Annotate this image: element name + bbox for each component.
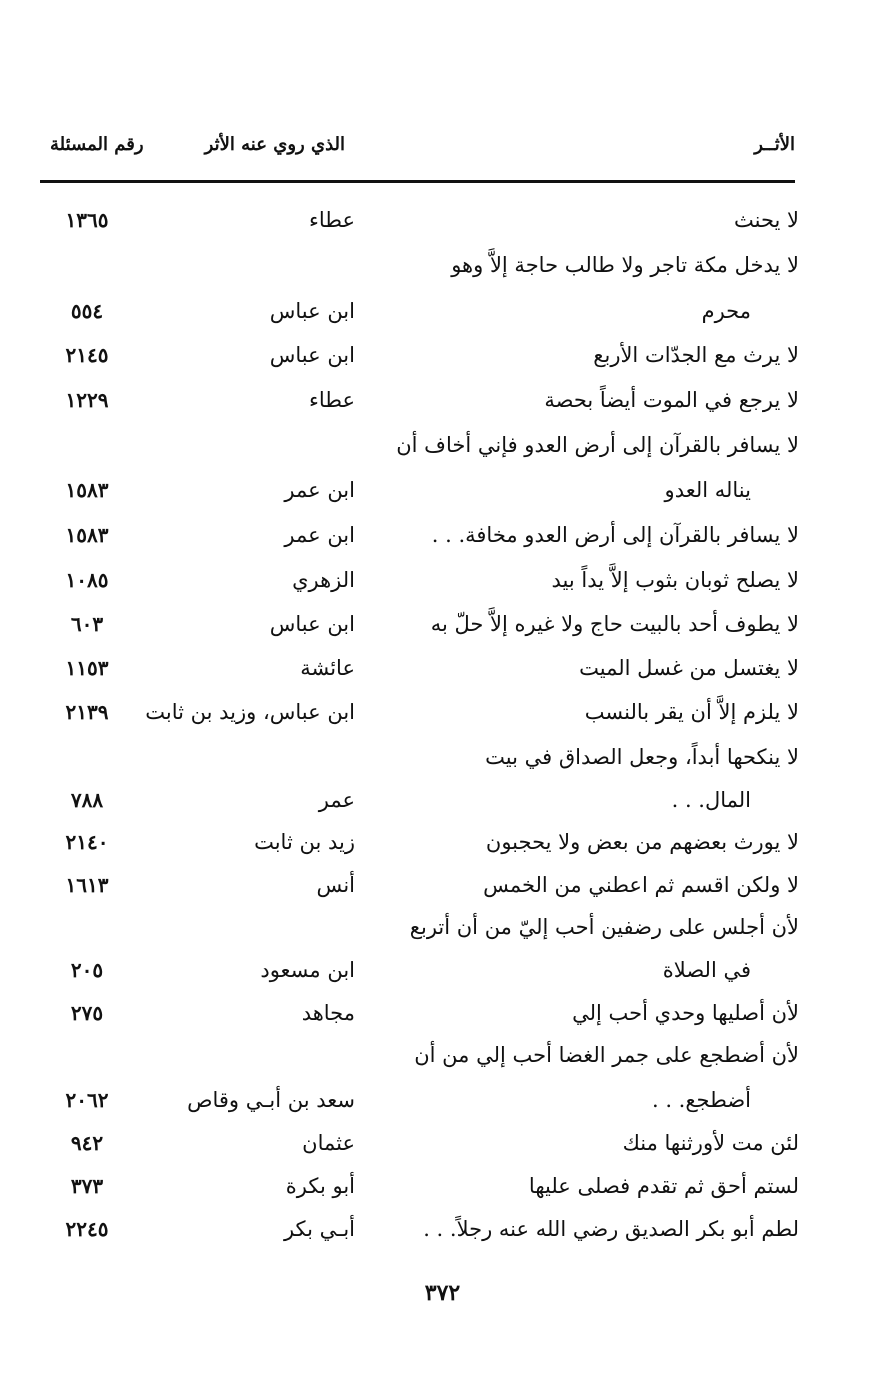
athar-text: لا يورث بعضهم من بعض ولا يحجبون: [485, 830, 799, 854]
issue-number: ٢١٤٥: [65, 343, 109, 367]
athar-text: لستم أحق ثم تقدم فصلى عليها: [528, 1174, 799, 1198]
athar-text: لا يرجع في الموت أيضاً بحصة: [544, 388, 799, 412]
table-row: [0, 656, 885, 696]
athar-text: لأن أجلس على رضفين أحب إليّ من أن أتربع: [409, 915, 799, 939]
table-row: [0, 745, 885, 785]
table-row: [0, 1174, 885, 1214]
table-row: [0, 208, 885, 248]
issue-number: ١٢٢٩: [65, 388, 109, 412]
athar-text: لا يصلح ثوبان بثوب إلاَّ يداً بيد: [551, 568, 799, 592]
table-row: [0, 433, 885, 473]
table-row: [0, 1088, 885, 1128]
narrator-text: ابن عمر: [284, 523, 355, 547]
table-row: [0, 1217, 885, 1257]
table-row: [0, 299, 885, 339]
issue-number: ٦٠٣: [70, 612, 104, 636]
narrator-text: ابن عباس: [269, 299, 355, 323]
athar-text: محرم: [701, 299, 751, 323]
narrator-text: أبـي بكر: [283, 1217, 355, 1241]
table-row: [0, 253, 885, 293]
header-narrator: الذي روي عنه الأثر: [204, 134, 345, 155]
narrator-text: ابن عباس، وزيد بن ثابت: [145, 700, 355, 724]
narrator-text: عائشة: [300, 656, 355, 680]
table-row: [0, 1131, 885, 1171]
issue-number: ٧٨٨: [70, 788, 104, 812]
athar-text: لا يطوف أحد بالبيت حاج ولا غيره إلاَّ حلّ به: [430, 612, 799, 636]
narrator-text: ابن عباس: [269, 343, 355, 367]
narrator-text: عطاء: [308, 208, 355, 232]
narrator-text: عطاء: [308, 388, 355, 412]
issue-number: ١٦١٣: [65, 873, 109, 897]
table-row: [0, 612, 885, 652]
athar-text: أضطجع. . .: [651, 1088, 751, 1112]
athar-text: المال. . .: [671, 788, 751, 812]
table-row: [0, 568, 885, 608]
header-rule: [40, 180, 795, 183]
table-row: [0, 958, 885, 998]
athar-text: لا ينكحها أبداً، وجعل الصداق في بيت: [485, 745, 799, 769]
issue-number: ٢١٤٠: [65, 830, 109, 854]
athar-text: لئن مت لأورثنها منك: [622, 1131, 799, 1155]
table-row: [0, 915, 885, 955]
issue-number: ٢٠٦٢: [65, 1088, 109, 1112]
table-row: [0, 1043, 885, 1083]
table-row: [0, 830, 885, 870]
table-row: [0, 873, 885, 913]
issue-number: ١٣٦٥: [65, 208, 109, 232]
table-row: [0, 343, 885, 383]
athar-text: يناله العدو: [664, 478, 751, 502]
issue-number: ٢١٣٩: [65, 700, 109, 724]
athar-text: لا ولكن اقسم ثم اعطني من الخمس: [483, 873, 799, 897]
issue-number: ٥٥٤: [70, 299, 104, 323]
narrator-text: سعد بن أبـي وقاص: [187, 1088, 355, 1112]
page-number: ٣٧٢: [424, 1280, 461, 1306]
narrator-text: الزهري: [292, 568, 355, 592]
table-row: [0, 1001, 885, 1041]
table-row: [0, 388, 885, 428]
issue-number: ٢٧٥: [70, 1001, 104, 1025]
athar-text: لا يحنث: [733, 208, 799, 232]
issue-number: ١٠٨٥: [65, 568, 109, 592]
narrator-text: ابن عمر: [284, 478, 355, 502]
table-row: [0, 478, 885, 518]
athar-text: لا يسافر بالقرآن إلى أرض العدو مخافة. . .: [431, 523, 799, 547]
issue-number: ٣٧٣: [70, 1174, 104, 1198]
athar-text: لا يغتسل من غسل الميت: [579, 656, 799, 680]
table-row: [0, 523, 885, 563]
header-number: رقم المسئلة: [50, 134, 144, 155]
issue-number: ٢٠٥: [70, 958, 104, 982]
issue-number: ٩٤٢: [70, 1131, 104, 1155]
issue-number: ١٥٨٣: [65, 523, 109, 547]
issue-number: ٢٢٤٥: [65, 1217, 109, 1241]
table-row: [0, 788, 885, 828]
athar-text: في الصلاة: [662, 958, 751, 982]
narrator-text: مجاهد: [301, 1001, 355, 1025]
issue-number: ١٥٨٣: [65, 478, 109, 502]
table-row: [0, 700, 885, 740]
narrator-text: أنس: [316, 873, 355, 897]
athar-text: لأن أضطجع على جمر الغضا أحب إلي من أن: [414, 1043, 799, 1067]
athar-text: لطم أبو بكر الصديق رضي الله عنه رجلاً. . .: [423, 1217, 799, 1241]
narrator-text: زيد بن ثابت: [254, 830, 355, 854]
athar-text: لا يسافر بالقرآن إلى أرض العدو فإني أخاف أن: [396, 433, 799, 457]
athar-text: لأن أصليها وحدي أحب إلي: [572, 1001, 799, 1025]
header-athar: الأثــر: [754, 134, 795, 155]
athar-text: لا يدخل مكة تاجر ولا طالب حاجة إلاَّ وهو: [451, 253, 799, 277]
athar-text: لا يرث مع الجدّات الأربع: [593, 343, 799, 367]
narrator-text: ابن عباس: [269, 612, 355, 636]
narrator-text: أبو بكرة: [285, 1174, 355, 1198]
narrator-text: عثمان: [302, 1131, 355, 1155]
issue-number: ١١٥٣: [65, 656, 109, 680]
narrator-text: ابن مسعود: [260, 958, 355, 982]
athar-text: لا يلزم إلاَّ أن يقر بالنسب: [584, 700, 799, 724]
narrator-text: عمر: [318, 788, 355, 812]
